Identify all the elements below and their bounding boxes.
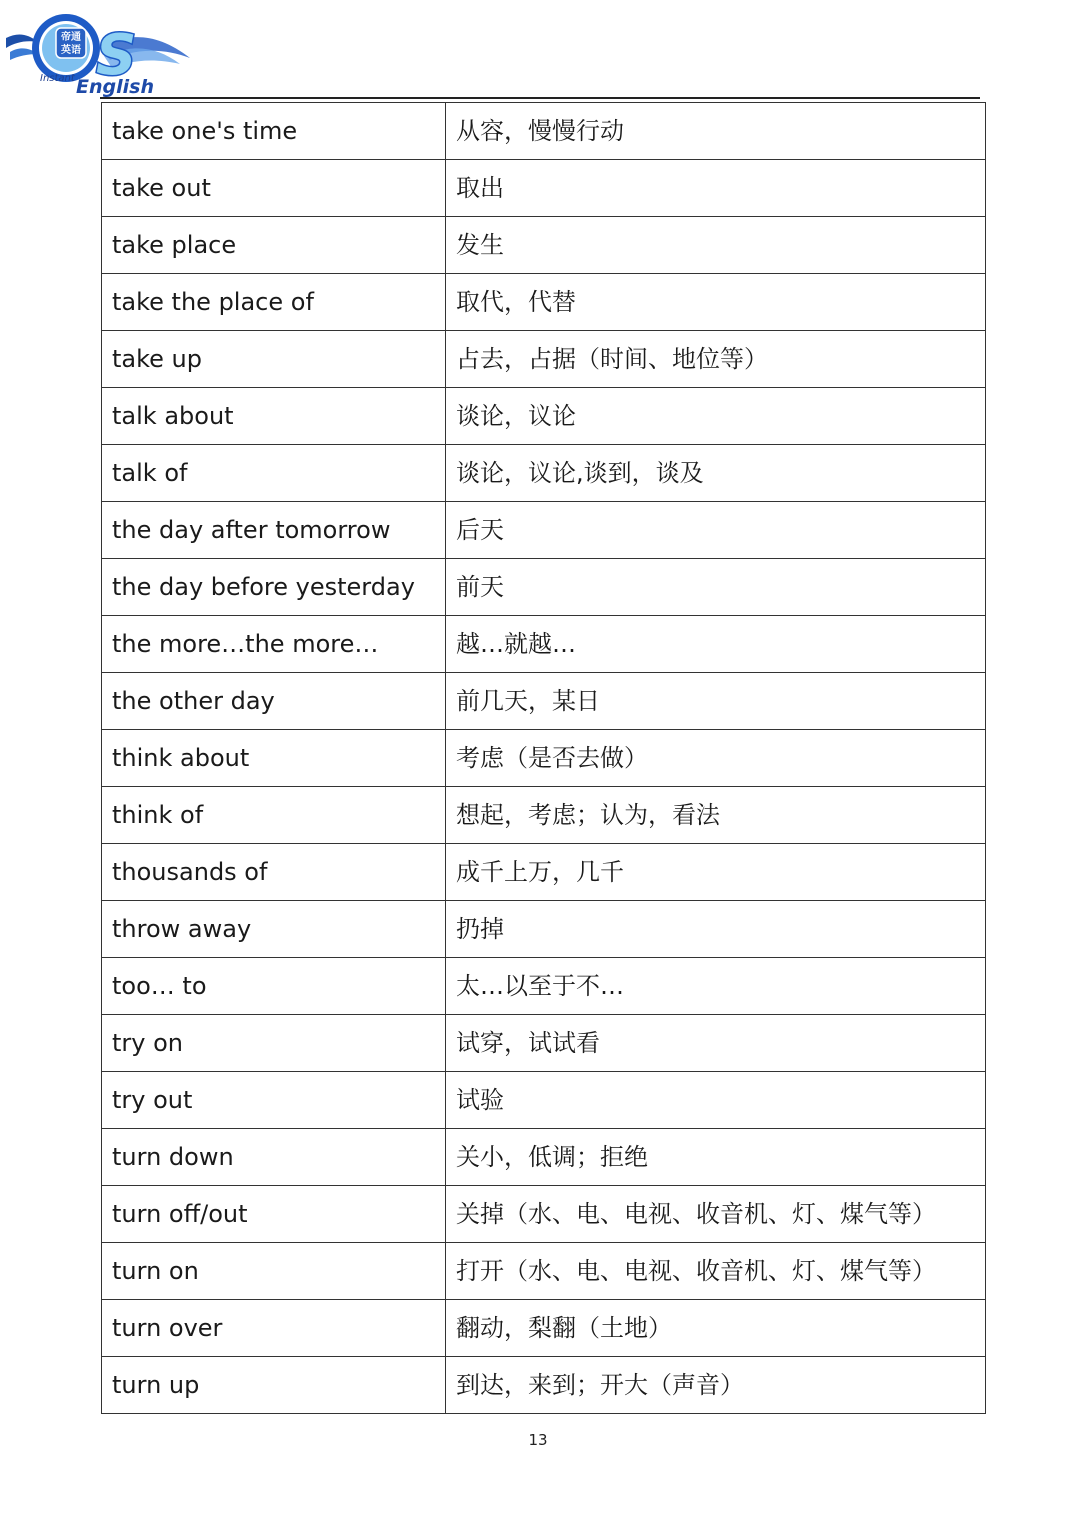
table-row xyxy=(102,1300,986,1357)
phrase-chinese: 扔掉 xyxy=(446,901,986,958)
phrase-english: turn over xyxy=(102,1300,446,1357)
page-number: 13 xyxy=(528,1431,548,1449)
phrase-table-body xyxy=(102,103,986,1414)
phrase-english: the day after tomorrow xyxy=(102,502,446,559)
table-row xyxy=(102,958,986,1015)
phrase-table xyxy=(101,102,986,1414)
phrase-english: the day before yesterday xyxy=(102,559,446,616)
phrase-english: the more…the more… xyxy=(102,616,446,673)
table-row xyxy=(102,616,986,673)
table-row xyxy=(102,103,986,160)
phrase-english: turn on xyxy=(102,1243,446,1300)
phrase-english: take out xyxy=(102,160,446,217)
phrase-chinese: 取代，代替 xyxy=(446,274,986,331)
table-row xyxy=(102,502,986,559)
table-row xyxy=(102,217,986,274)
qs-english-logo-icon xyxy=(4,4,194,98)
phrase-chinese: 到达，来到；开大（声音） xyxy=(446,1357,986,1414)
table-row xyxy=(102,1186,986,1243)
phrase-english: think about xyxy=(102,730,446,787)
table-row xyxy=(102,901,986,958)
table-row xyxy=(102,331,986,388)
phrase-english: think of xyxy=(102,787,446,844)
logo-s-letter: S xyxy=(96,23,137,88)
phrase-chinese: 取出 xyxy=(446,160,986,217)
phrase-english: the other day xyxy=(102,673,446,730)
phrase-chinese: 后天 xyxy=(446,502,986,559)
table-row xyxy=(102,388,986,445)
table-row xyxy=(102,1072,986,1129)
phrase-english: take place xyxy=(102,217,446,274)
phrase-english: take one's time xyxy=(102,103,446,160)
badge-line1: 帝通 xyxy=(61,32,81,43)
table-row xyxy=(102,673,986,730)
table-row xyxy=(102,1243,986,1300)
table-row xyxy=(102,559,986,616)
header-rule xyxy=(100,97,980,99)
badge-line2: 英语 xyxy=(61,45,81,56)
phrase-chinese: 前天 xyxy=(446,559,986,616)
logo-instant: Instant xyxy=(40,73,75,84)
table-row xyxy=(102,730,986,787)
phrase-chinese: 想起，考虑；认为，看法 xyxy=(446,787,986,844)
phrase-english: turn up xyxy=(102,1357,446,1414)
table-row xyxy=(102,1357,986,1414)
phrase-chinese: 谈论，议论,谈到，谈及 xyxy=(446,445,986,502)
phrase-chinese: 越…就越… xyxy=(446,616,986,673)
phrase-english: try out xyxy=(102,1072,446,1129)
phrase-chinese: 谈论，议论 xyxy=(446,388,986,445)
phrase-chinese: 发生 xyxy=(446,217,986,274)
phrase-chinese: 关小，低调；拒绝 xyxy=(446,1129,986,1186)
phrase-chinese: 占去，占据（时间、地位等） xyxy=(446,331,986,388)
phrase-chinese: 前几天，某日 xyxy=(446,673,986,730)
phrase-chinese: 翻动，梨翻（土地） xyxy=(446,1300,986,1357)
logo-english: English xyxy=(76,76,154,98)
phrase-chinese: 关掉（水、电、电视、收音机、灯、煤气等） xyxy=(446,1186,986,1243)
phrase-chinese: 试验 xyxy=(446,1072,986,1129)
phrase-chinese: 成千上万，几千 xyxy=(446,844,986,901)
phrase-english: too… to xyxy=(102,958,446,1015)
table-row xyxy=(102,1129,986,1186)
table-row xyxy=(102,844,986,901)
phrase-english: talk of xyxy=(102,445,446,502)
phrase-english: turn off/out xyxy=(102,1186,446,1243)
phrase-chinese: 考虑（是否去做） xyxy=(446,730,986,787)
table-row xyxy=(102,1015,986,1072)
table-row xyxy=(102,787,986,844)
phrase-chinese: 试穿，试试看 xyxy=(446,1015,986,1072)
phrase-chinese: 打开（水、电、电视、收音机、灯、煤气等） xyxy=(446,1243,986,1300)
phrase-english: thousands of xyxy=(102,844,446,901)
phrase-english: talk about xyxy=(102,388,446,445)
phrase-english: take up xyxy=(102,331,446,388)
brand-logo xyxy=(4,4,194,98)
phrase-english: try on xyxy=(102,1015,446,1072)
table-row xyxy=(102,160,986,217)
table-row xyxy=(102,274,986,331)
phrase-chinese: 太…以至于不… xyxy=(446,958,986,1015)
phrase-english: turn down xyxy=(102,1129,446,1186)
table-row xyxy=(102,445,986,502)
phrase-english: take the place of xyxy=(102,274,446,331)
phrase-english: throw away xyxy=(102,901,446,958)
phrase-chinese: 从容，慢慢行动 xyxy=(446,103,986,160)
